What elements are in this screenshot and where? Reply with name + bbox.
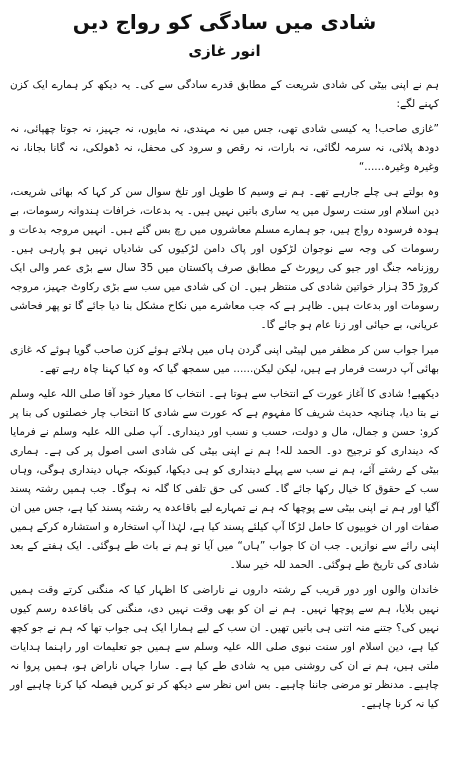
paragraph: میرا جواب سن کر مظفر میں لپیٹی اپنی گردن ہاں میں ہلاتے ہوئے کزن صاحب گویا ہوئے کہ غازی بھائی آپ درست فرمار ہے ہیں، لیکن لیکن...... میں سمجھ گیا کہ وہ کیا کہنا چاہ رہے تھے۔ (10, 344, 439, 375)
author-name: انور غازی (188, 42, 261, 60)
paragraph: ”غازی صاحب! یہ کیسی شادی تھی، جس میں نہ مہندی، نہ مایوں، نہ جہیز، نہ جوتا چھپائی، نہ دودھ پلائی، نہ سرمہ لگائی، نہ بارات، نہ رقص و سرود کی محفل، نہ ڈھولکی، نہ گانا بجانا، نہ وغیرہ وغیرہ......“ (10, 123, 439, 173)
article-title: شادی میں سادگی کو رواج دیں (72, 10, 377, 34)
paragraph: ہم نے اپنی بیٹی کی شادی شریعت کے مطابق قدرے سادگی سے کی۔ یہ دیکھ کر ہمارے ایک کزن کہنے لگے: (10, 79, 439, 110)
article (10, 8, 439, 720)
paragraph: وہ بولتے ہی چلے جارہے تھے۔ ہم نے وسیم کا طویل اور تلخ سوال سن کر کہا کہ بھائی شریعت، دین اسلام اور سنت رسول میں یہ ساری باتیں نہیں ہیں۔ یہ بدعات، خرافات ہندوانہ رسومات، بے ہودہ فرسودہ رواج ہیں، جو ہمارے مسلم معاشروں میں رچ بس گئے ہیں۔ انہیں مروجہ بدعات و رسومات کی وجہ سے نوجوان لڑکوں اور پاک دامن لڑکیوں کی شادیاں نہیں ہو پارہی ہیں۔ روزنامہ جنگ اور جیو کی رپورٹ کے مطابق صرف پاکستان میں 35 سال سے بڑی عمر والی ایک کروڑ 35 ہزار خواتین شادی کی منتظر ہیں۔ ان کی شادی میں سب سے بڑی رکاوٹ جہیز، مروجہ رسومات اور بدعات ہیں۔ ظاہر ہے کہ جب معاشرے میں نکاح مشکل بنا دیا جائے گا تو پھر فحاشی عریانی، بے حیائی اور زنا عام ہو جائے گا۔ (10, 186, 440, 331)
article-body (10, 76, 439, 714)
paragraph: دیکھیے! شادی کا آغاز عورت کے انتخاب سے ہوتا ہے۔ انتخاب کا معیار خود آقا صلی اللہ علیہ وسلم نے بتا دیا، چنانچہ حدیث شریف کا مفہوم ہے کہ عورت سے شادی کا انتخاب چار خصلتوں کی بنا پر کرو: حسن و جمال، مال و دولت، حسب و نسب اور دینداری۔ آپ صلی اللہ علیہ وسلم نے فرمایا کہ دینداری کو ترجیح دو۔ الحمد للہ! ہم نے اپنی بیٹی کی شادی اسی اصول پر کی ہے۔ ہماری بیٹی کے رشتے آئے، ہم نے سب سے پہلے دینداری کو ہی دیکھا، کیونکہ جہاں دینداری ہوگی، وہاں سب کے حقوق کا خیال رکھا جائے گا۔ کسی کی حق تلفی کا گلہ نہ ہوگا۔ جب ہمیں رشتہ پسند آگیا اور ہم نے اپنی بیٹی سے پوچھا کہ ہم نے تمہارے لیے باقاعدہ یہ رشتہ پسند کیا ہے، جس میں ان صفات اور ان خوبیوں کا حامل لڑکا آپ کیلئے پسند کیا ہے، لہٰذا آپ استخارہ و استشارہ کرکے ہمیں اپنی رائے سے نوازیں۔ جب ان کا جواب ”ہاں“ میں آیا تو ہم نے بات طے ہوگئی۔ ایک ہفتے کے بعد شادی کی تاریخ طے ہوگئی۔ الحمد للہ خیر سلا۔ (10, 388, 439, 571)
paragraph: خاندان والوں اور دور قریب کے رشتہ داروں نے ناراضی کا اظہار کیا کہ منگنی کرتے وقت ہمیں نہیں بلایا، ہم سے پوچھا نہیں۔ ہم نے ان کو بھی وقت نہیں دی، منگنی کی باقاعدہ رسم کیوں نہیں کی؟ جتنے منہ اتنی ہی باتیں تھیں۔ ان سب کے لیے ہمارا ایک ہی جواب تھا کہ ہم نے جو کچھ کیا ہے، دین اسلام اور سنت نبوی صلی اللہ علیہ وسلم سے ہمیں جو تعلیمات اور راہنما ہدایات ملتی ہیں، ہم نے ان کی روشنی میں یہ شادی طے کیا ہے۔ سارا جہاں ناراض ہو، ہمیں پروا نہ چاہیے۔ مدنظر تو مرضی جاننا چاہیے۔ بس اس نظر سے دیکھ کر تو کریں فیصلہ کیا کرنا چاہیے اور کیا نہ کرنا چاہیے۔ (10, 584, 439, 710)
